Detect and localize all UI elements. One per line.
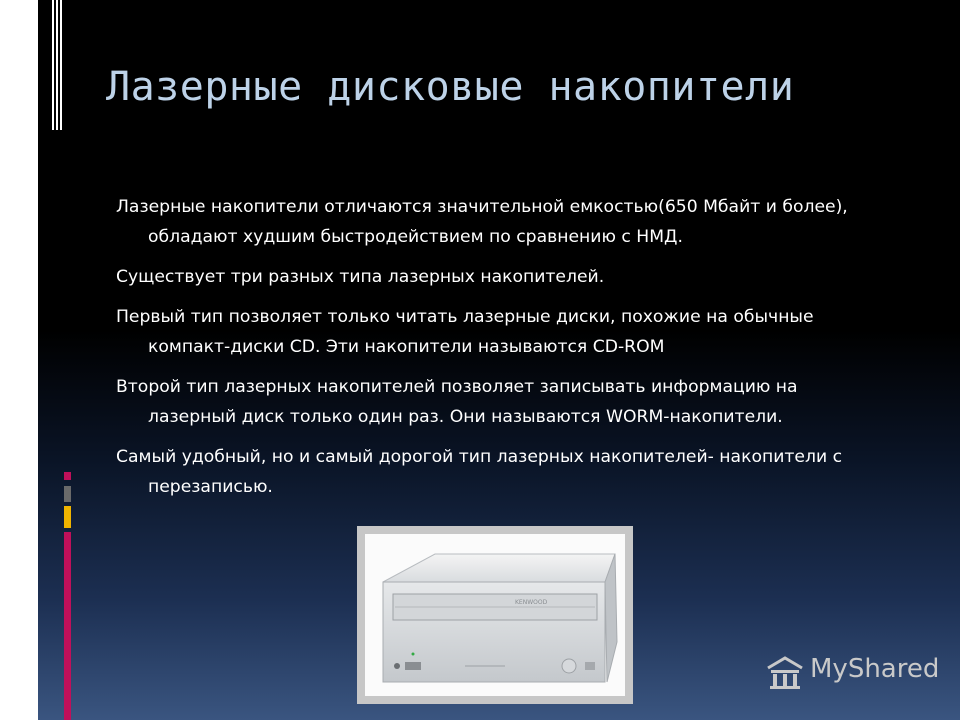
photo-inner [365,534,625,696]
watermark-text: MyShared [810,654,940,684]
paragraph: Первый тип позволяет только читать лазерные диски, похожие на обычные компакт-диски CD. Эти накопители называются CD-ROM [116,307,814,357]
decorative-lines [52,0,64,130]
cd-drive-photo [357,526,633,704]
paragraph: Лазерные накопители отличаются значительной емкостью(650 Мбайт и более), обладают худшим быстродействием по сравнению с НМД. [116,197,848,247]
accent-bar-pink [64,472,71,480]
paragraph: Второй тип лазерных накопителей позволяет записывать информацию на лазерный диск только один раз. Они называются WORM-накопители. [116,377,798,427]
myshared-logo-icon [766,656,804,690]
slide-body [116,192,876,512]
left-white-strip [0,0,38,720]
brand-label: KENWOOD [515,599,548,606]
accent-bar-yellow [64,506,71,528]
accent-bar-pink-long [64,532,71,720]
paragraph: Самый удобный, но и самый дорогой тип лазерных накопителей- накопители с перезаписью. [116,447,843,497]
slide-title: Лазерные дисковые накопители [106,64,795,110]
paragraph: Существует три разных типа лазерных накопителей. [116,267,605,287]
accent-bar-gray [64,486,71,502]
